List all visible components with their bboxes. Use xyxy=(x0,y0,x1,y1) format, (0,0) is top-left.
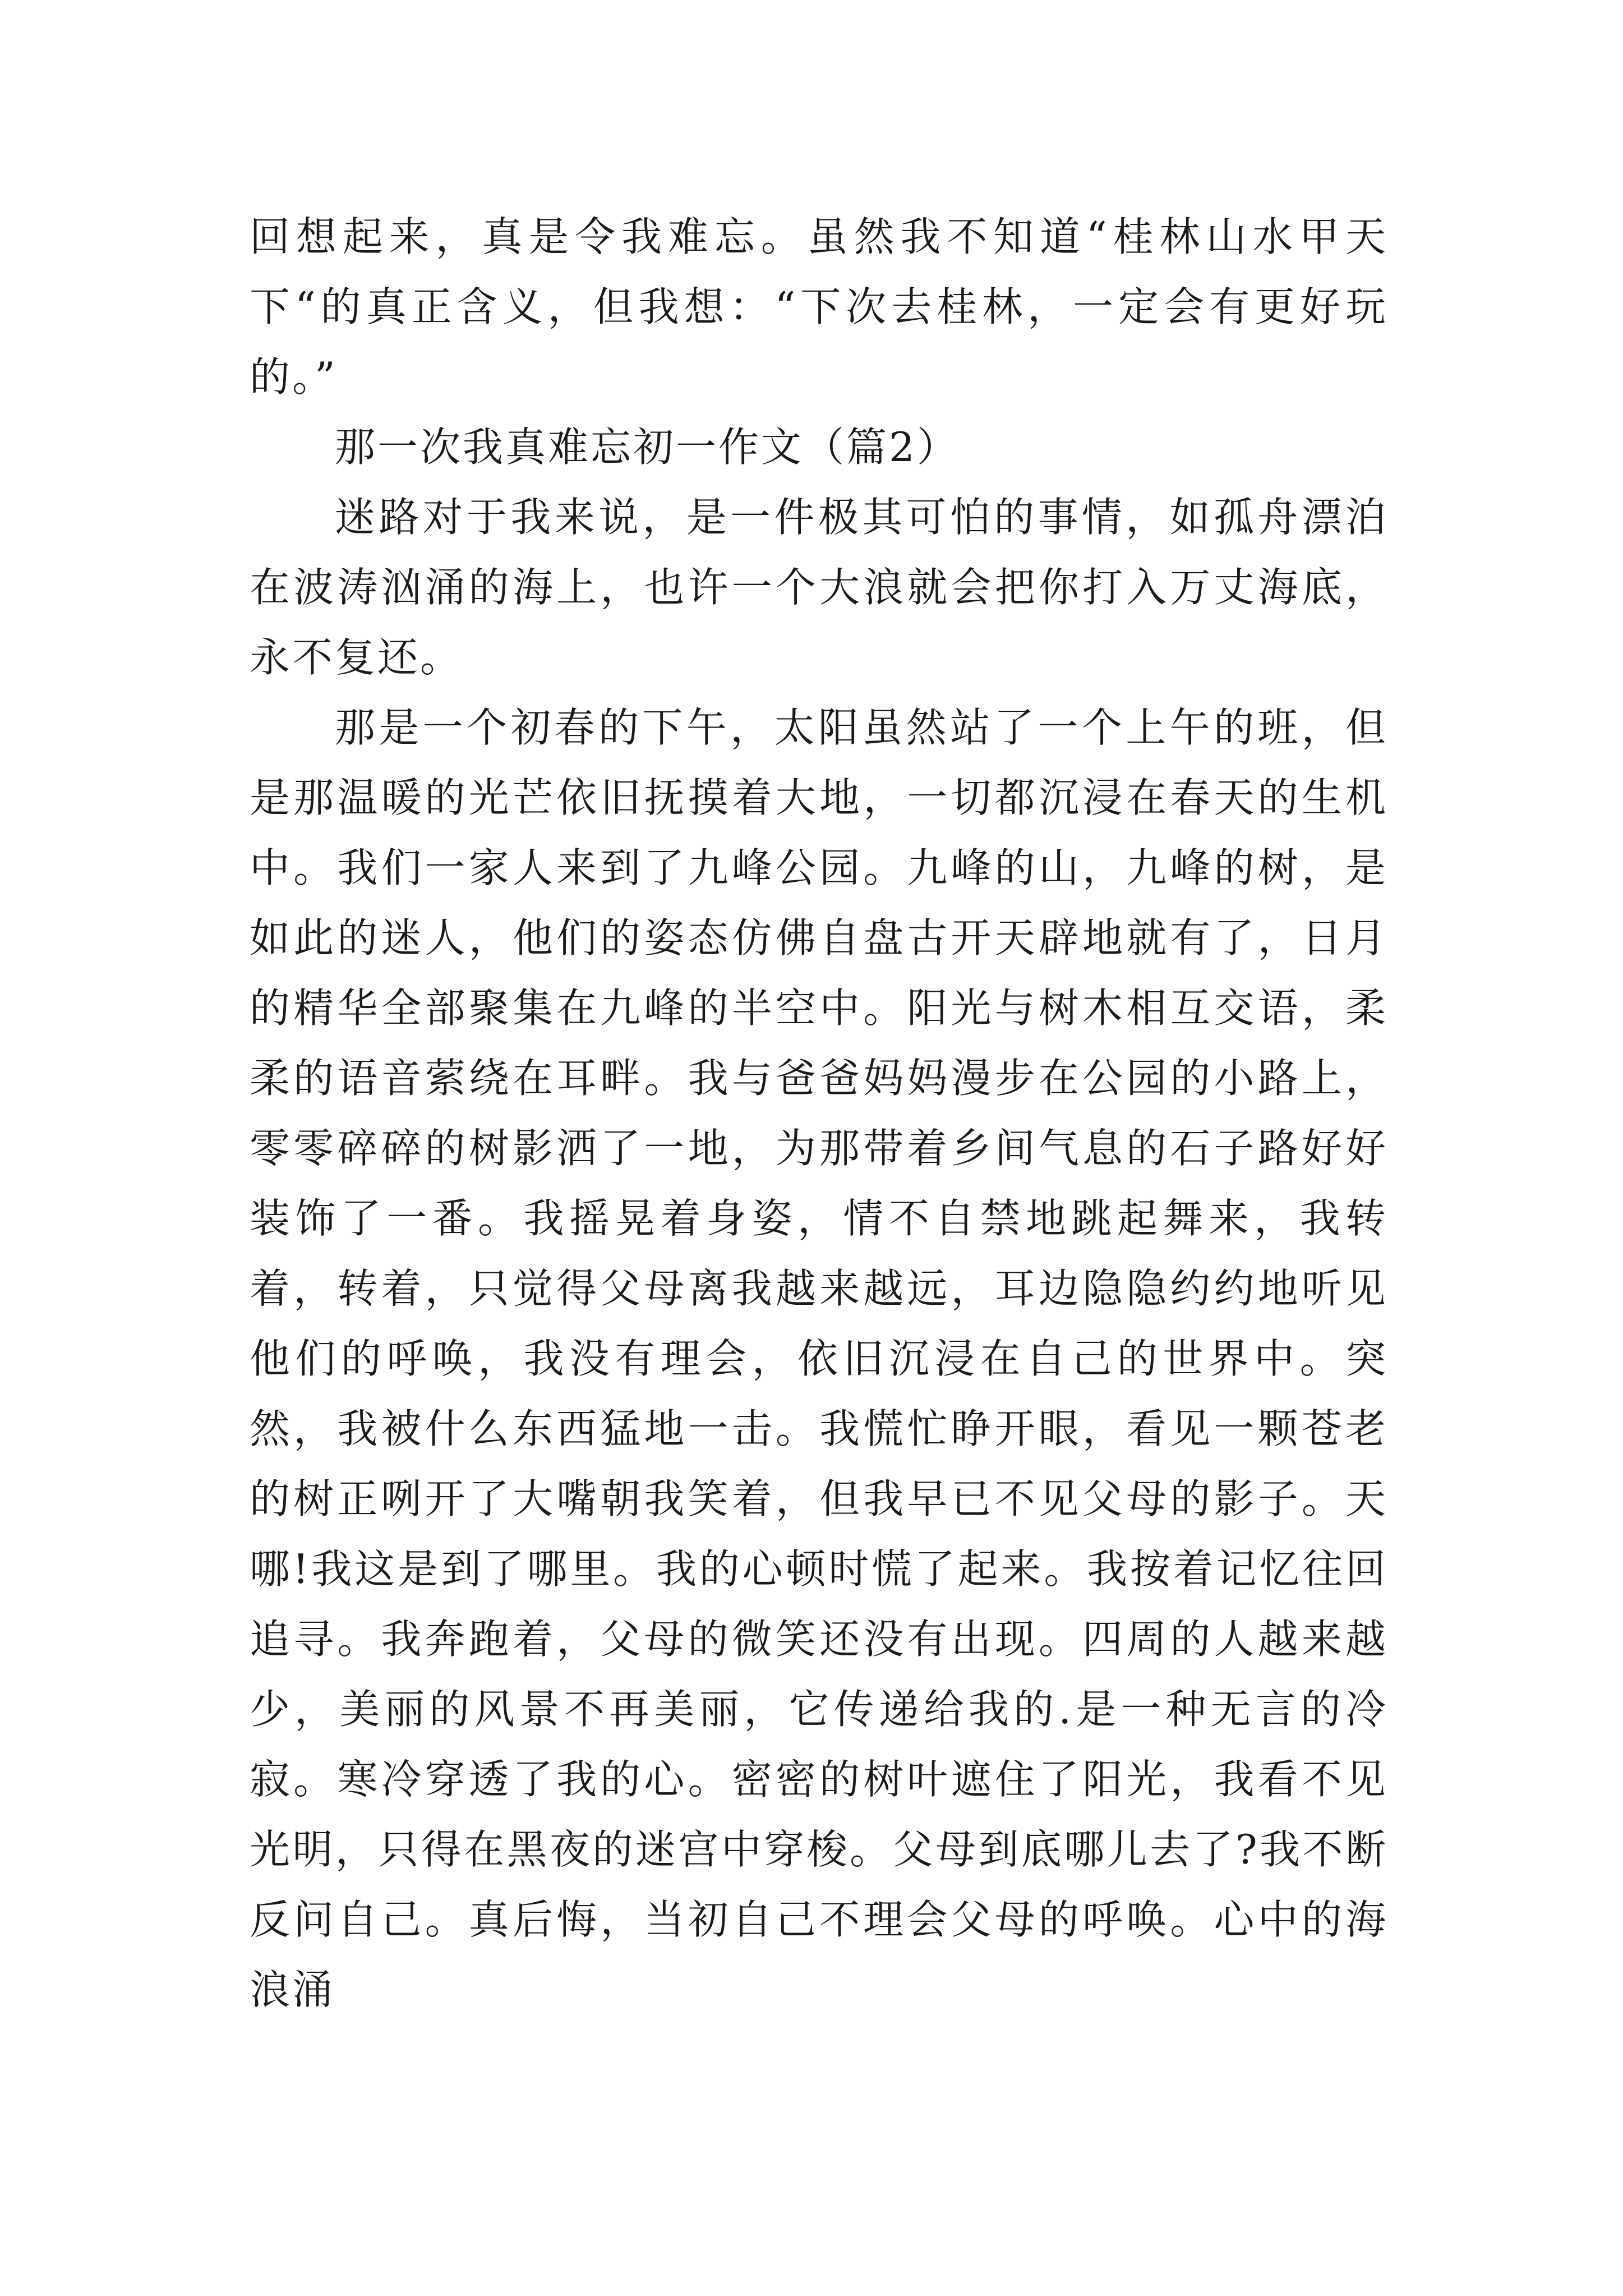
paragraph-conclusion: 回想起来，真是令我难忘。虽然我不知道“桂林山水甲天下“的真正含义，但我想：“下次去桂林，一定会有更好玩的。” xyxy=(250,213,1388,401)
paragraph-story: 那是一个初春的下午，太阳虽然站了一个上午的班，但是那温暖的光芒依旧抚摸着大地，一切都沉浸在春天的生机中。我们一家人来到了九峰公园。九峰的山，九峰的树，是如此的迷人，他们的姿态仿佛自盘古开天辟地就有了，日月的精华全部聚集在九峰的半空中。阳光与树木相互交语，柔柔的语音萦绕在耳畔。我与爸爸妈妈漫步在公园的小路上，零零碎碎的树影洒了一地，为那带着乡间气息的石子路好好装饰了一番。我摇晃着身姿，情不自禁地跳起舞来，我转着，转着，只觉得父母离我越来越远，耳边隐隐约约地听见他们的呼唤，我没有理会，依旧沉浸在自己的世界中。突然，我被什么东西猛地一击。我慌忙睁开眼，看见一颗苍老的树正咧开了大嘴朝我笑着，但我早已不见父母的影子。天哪!我这是到了哪里。我的心顿时慌了起来。我按着记忆往回追寻。我奔跑着，父母的微笑还没有出现。四周的人越来越少，美丽的风景不再美丽，它传递给我的.是一种无言的冷寂。寒冷穿透了我的心。密密的树叶遮住了阳光，我看不见光明，只得在黑夜的迷宫中穿梭。父母到底哪儿去了?我不断反问自己。真后悔，当初自己不理会父母的呼唤。心中的海浪涌 xyxy=(250,704,1388,2013)
section-heading: 那一次我真难忘初一作文（篇2） xyxy=(335,424,960,471)
paragraph-intro: 迷路对于我来说，是一件极其可怕的事情，如孤舟漂泊在波涛汹涌的海上，也许一个大浪就会把你打入万丈海底，永不复还。 xyxy=(250,494,1388,681)
article-body xyxy=(250,202,1388,2025)
